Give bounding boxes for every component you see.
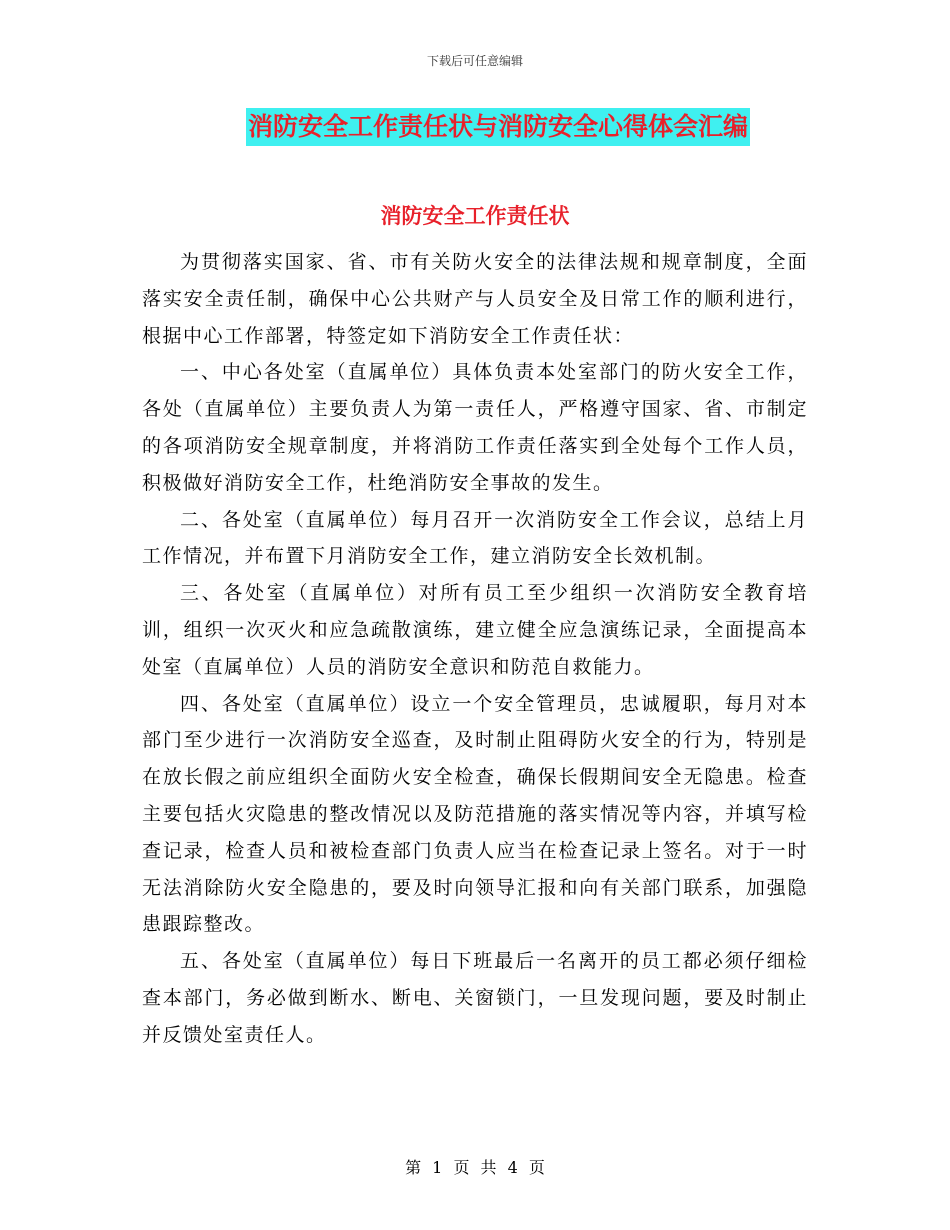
- paragraph-intro: 为贯彻落实国家、省、市有关防火安全的法律法规和规章制度，全面落实安全责任制，确保中心公共财产与人员安全及日常工作的顺利进行，根据中心工作部署，特签定如下消防安全工作责任状：: [142, 251, 808, 347]
- section-title: 消防安全工作责任状: [380, 203, 570, 228]
- paragraph-clause-3: 三、各处室（直属单位）对所有员工至少组织一次消防安全教育培训，组织一次灭火和应急疏散演练，建立健全应急演练记录，全面提高本处室（直属单位）人员的消防安全意识和防范自救能力。: [142, 582, 808, 678]
- paragraph-clause-2: 二、各处室（直属单位）每月召开一次消防安全工作会议，总结上月工作情况，并布置下月消防安全工作，建立消防安全长效机制。: [142, 508, 808, 568]
- main-title-container: [0, 108, 950, 146]
- document-body: [142, 244, 808, 1054]
- paragraph-clause-5: 五、各处室（直属单位）每日下班最后一名离开的员工都必须仔细检查本部门，务必做到断水、断电、关窗锁门，一旦发现问题，要及时制止并反馈处室责任人。: [142, 950, 808, 1046]
- paragraph-clause-4: 四、各处室（直属单位）设立一个安全管理员，忠诚履职，每月对本部门至少进行一次消防安全巡查，及时制止阻碍防火安全的行为，特别是在放长假之前应组织全面防火安全检查，确保长假期间安全无隐患。检查主要包括火灾隐患的整改情况以及防范措施的落实情况等内容，并填写检查记录，检查人员和被检查部门负责人应当在检查记录上签名。对于一时无法消除防火安全隐患的，要及时向领导汇报和向有关部门联系，加强隐患跟踪整改。: [142, 692, 808, 936]
- page-number: 第 1 页 共 4 页: [405, 1158, 545, 1177]
- paragraph-clause-1: 一、中心各处室（直属单位）具体负责本处室部门的防火安全工作，各处（直属单位）主要负责人为第一责任人，严格遵守国家、省、市制定的各项消防安全规章制度，并将消防工作责任落实到全处每个工作人员，积极做好消防安全工作，杜绝消防安全事故的发生。: [142, 361, 808, 494]
- main-title: 消防安全工作责任状与消防安全心得体会汇编: [246, 108, 750, 146]
- header-note: 下载后可任意编辑: [426, 54, 523, 68]
